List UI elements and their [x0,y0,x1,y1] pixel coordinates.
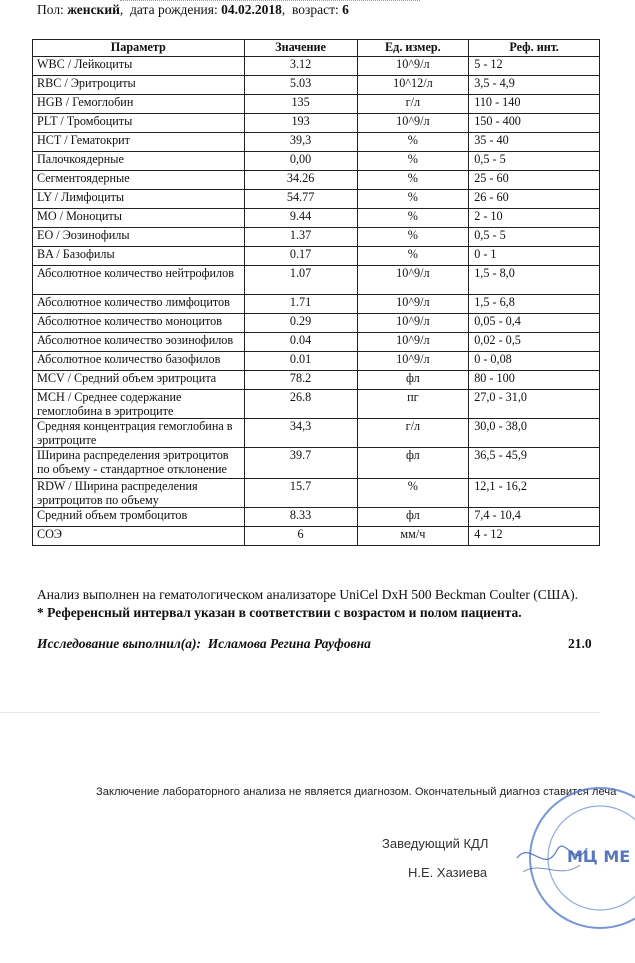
table-row [33,57,600,76]
unit-cell: 10^9/л [357,114,469,133]
unit-cell: 10^9/л [357,352,469,371]
value-cell: 54.77 [244,190,357,209]
reference-note: * Референсный интервал указан в соответствии с возрастом и полом пациента. [37,605,522,620]
value-cell: 0,00 [244,152,357,171]
value-cell: 34.26 [244,171,357,190]
date-fragment: 21.0 [568,636,592,651]
unit-cell: % [357,247,469,266]
param-cell: Абсолютное количество эозинофилов [33,333,245,352]
param-cell: EO / Эозинофилы [33,228,245,247]
reference-cell: 5 - 12 [469,57,600,76]
value-cell: 1.07 [244,266,357,295]
age-label: возраст: [292,2,339,17]
value-cell: 26.8 [244,390,357,419]
table-row [33,171,600,190]
performed-by-line [37,636,371,652]
table-row [33,508,600,527]
unit-cell: 10^9/л [357,314,469,333]
value-cell: 3.12 [244,57,357,76]
unit-cell: % [357,152,469,171]
param-cell: Абсолютное количество моноцитов [33,314,245,333]
disclaimer: Заключение лабораторного анализа не является диагнозом. Окончательный диагноз ставится леча [96,786,617,798]
reference-cell: 4 - 12 [469,527,600,546]
param-cell: RBC / Эритроциты [33,76,245,95]
unit-cell: % [357,479,469,508]
unit-cell: 10^9/л [357,295,469,314]
param-cell: HGB / Гемоглобин [33,95,245,114]
unit-cell: % [357,209,469,228]
param-cell: MCV / Средний объем эритроцита [33,371,245,390]
dob-value: 04.02.2018 [221,2,282,17]
reference-cell: 150 - 400 [469,114,600,133]
unit-cell: фл [357,371,469,390]
reference-cell: 110 - 140 [469,95,600,114]
value-cell: 39,3 [244,133,357,152]
table-row [33,247,600,266]
param-cell: Средняя концентрация гемоглобина в эритроците [33,419,245,448]
table-row [33,390,600,419]
param-cell: MO / Моноциты [33,209,245,228]
sex-value: женский [67,2,120,17]
unit-cell: фл [357,508,469,527]
param-cell: Палочкоядерные [33,152,245,171]
unit-cell: % [357,228,469,247]
dob-label: дата рождения: [130,2,218,17]
value-cell: 0.01 [244,352,357,371]
unit-cell: 10^12/л [357,76,469,95]
unit-cell: пг [357,390,469,419]
unit-cell: % [357,171,469,190]
reference-cell: 25 - 60 [469,171,600,190]
reference-cell: 0,02 - 0,5 [469,333,600,352]
unit-cell: 10^9/л [357,57,469,76]
param-cell: PLT / Тромбоциты [33,114,245,133]
value-cell: 0.04 [244,333,357,352]
unit-cell: % [357,133,469,152]
stamp-text: МЦ МЕ [567,847,631,866]
param-cell: Абсолютное количество нейтрофилов [33,266,245,295]
value-cell: 8.33 [244,508,357,527]
param-cell: WBC / Лейкоциты [33,57,245,76]
performed-name: Исламова Регина Рауфовна [207,636,371,651]
reference-cell: 30,0 - 38,0 [469,419,600,448]
value-cell: 0.29 [244,314,357,333]
value-cell: 5.03 [244,76,357,95]
table-row [33,114,600,133]
value-cell: 9.44 [244,209,357,228]
value-cell: 135 [244,95,357,114]
table-row [33,295,600,314]
param-cell: LY / Лимфоциты [33,190,245,209]
table-row [33,419,600,448]
stamp-seal [505,780,635,930]
sex-label: Пол: [37,2,64,17]
param-cell: Сегментоядерные [33,171,245,190]
table-row [33,152,600,171]
param-cell: BA / Базофилы [33,247,245,266]
unit-cell: г/л [357,95,469,114]
unit-cell: 10^9/л [357,266,469,295]
table-row [33,95,600,114]
cut-off-header [120,0,420,1]
value-cell: 0.17 [244,247,357,266]
param-cell: Абсолютное количество лимфоцитов [33,295,245,314]
header-reference: Реф. инт. [469,40,600,57]
reference-cell: 3,5 - 4,9 [469,76,600,95]
table-row [33,209,600,228]
reference-cell: 26 - 60 [469,190,600,209]
table-row [33,228,600,247]
reference-cell: 0,05 - 0,4 [469,314,600,333]
param-cell: Средний объем тромбоцитов [33,508,245,527]
table-row [33,333,600,352]
unit-cell: 10^9/л [357,333,469,352]
table-row [33,479,600,508]
analyzer-note: Анализ выполнен на гематологическом анализаторе UniCel DxH 500 Beckman Coulter (США). [37,587,578,602]
reference-cell: 1,5 - 6,8 [469,295,600,314]
table-row [33,190,600,209]
table-row [33,133,600,152]
reference-cell: 1,5 - 8,0 [469,266,600,295]
reference-cell: 80 - 100 [469,371,600,390]
param-cell: СОЭ [33,527,245,546]
head-title: Заведующий КДЛ [382,836,489,851]
param-cell: MCH / Среднее содержание гемоглобина в эритроците [33,390,245,419]
table-row [33,76,600,95]
reference-cell: 2 - 10 [469,209,600,228]
param-cell: Ширина распределения эритроцитов по объему - стандартное отклонение [33,448,245,479]
reference-cell: 27,0 - 31,0 [469,390,600,419]
table-row [33,527,600,546]
table-row [33,448,600,479]
table-header-row [33,40,600,57]
unit-cell: % [357,190,469,209]
param-cell: RDW / Ширина распределения эритроцитов по объему [33,479,245,508]
value-cell: 34,3 [244,419,357,448]
value-cell: 6 [244,527,357,546]
header-unit: Ед. измер. [357,40,469,57]
header-parameter: Параметр [33,40,245,57]
patient-info: Пол: женский, дата рождения: 04.02.2018, возраст: 6 [37,2,349,17]
reference-cell: 0,5 - 5 [469,152,600,171]
value-cell: 39.7 [244,448,357,479]
value-cell: 193 [244,114,357,133]
value-cell: 15.7 [244,479,357,508]
reference-cell: 0 - 0,08 [469,352,600,371]
param-cell: Абсолютное количество базофилов [33,352,245,371]
unit-cell: мм/ч [357,527,469,546]
reference-cell: 35 - 40 [469,133,600,152]
table-row [33,266,600,295]
value-cell: 78.2 [244,371,357,390]
value-cell: 1.71 [244,295,357,314]
page-separator [0,712,600,713]
reference-cell: 0,5 - 5 [469,228,600,247]
unit-cell: г/л [357,419,469,448]
age-value: 6 [342,2,349,17]
table-row [33,371,600,390]
param-cell: HCT / Гематокрит [33,133,245,152]
value-cell: 1.37 [244,228,357,247]
reference-cell: 36,5 - 45,9 [469,448,600,479]
header-value: Значение [244,40,357,57]
head-name: Н.Е. Хазиева [408,865,488,880]
performed-label: Исследование выполнил(а): [37,636,201,651]
table-row [33,314,600,333]
reference-cell: 7,4 - 10,4 [469,508,600,527]
reference-cell: 12,1 - 16,2 [469,479,600,508]
unit-cell: фл [357,448,469,479]
table-row [33,352,600,371]
results-table [32,39,600,546]
reference-cell: 0 - 1 [469,247,600,266]
